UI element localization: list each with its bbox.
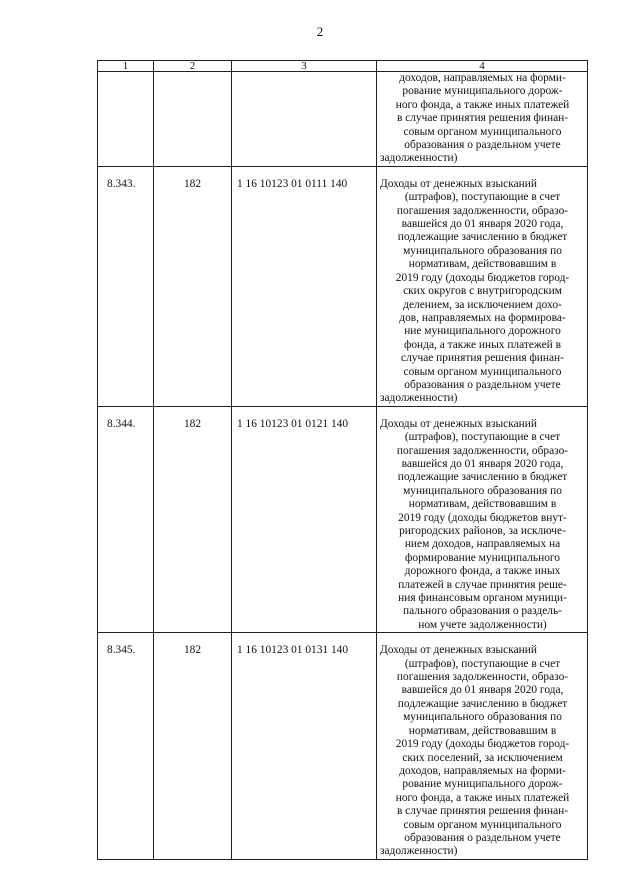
header-cell-3: 3 [232,61,377,72]
description-line: подлежащие зачислению в бюджет [397,697,568,710]
header-cell-1: 1 [98,61,154,72]
revenue-description [377,633,588,860]
description-line: нормативам, действовавшим в [408,498,557,511]
description-line: доходов, направляемых на форми- [399,764,566,777]
description-line: пального образования о раздель- [403,605,562,618]
admin-code: 182 [154,406,232,633]
description-line: (штрафов), поступающие в счет [404,431,561,444]
description-line: дов, направляемых на формирова- [399,311,566,324]
description-line: в случае принятия решения финан- [396,112,569,125]
description-line: 2019 году (доходы бюджетов внут- [398,511,567,524]
continuation-row [98,72,588,167]
continuation-description-cell [377,72,588,167]
description-line: нормативам, действовавшим в [408,724,557,737]
description-line: Доходы от денежных взысканий [380,177,537,190]
description-line: образования о раздельном учете [404,378,561,391]
row-number: 8.344. [98,406,154,633]
description-line: платежей в случае принятия реше- [398,578,567,591]
continuation-code-cell [232,72,377,167]
description-line: ских округов с внутригородским [403,285,562,298]
header-cell-2: 2 [154,61,232,72]
description-line: задолженности) [380,152,458,165]
table-row [98,633,588,860]
description-line: 2019 году (доходы бюджетов город- [395,738,570,751]
table-header-row [98,61,588,72]
description-line: вавшейся до 01 января 2020 года, [401,218,564,231]
description-line: Доходы от денежных взысканий [380,417,537,430]
description-line: Доходы от денежных взысканий [380,644,537,657]
description-line: образования о раздельном учете [404,139,561,152]
description-line: делением, за исключением дохо- [403,298,562,311]
budget-classification-code: 1 16 10123 01 0131 140 [232,633,377,860]
description-line: подлежащие зачислению в бюджет [397,231,568,244]
description-line: ном учете задолженности) [418,618,547,631]
page-number: 2 [316,24,324,39]
description-line: подлежащие зачислению в бюджет [397,471,568,484]
description-line: погашения задолженности, образо- [396,671,569,684]
description-line: ного фонда, а также иных платежей [395,791,570,804]
row-number: 8.345. [98,633,154,860]
description-line: нормативам, действовавшим в [408,258,557,271]
header-cell-4: 4 [377,61,588,72]
description-line: дорожного фонда, а также иных [404,565,561,578]
description-line: формирование муниципального [405,551,560,564]
description-line: муниципального образования по [403,244,562,257]
table-row [98,406,588,633]
description-line: образования о раздельном учете [404,831,561,844]
description-line: рование муниципального дорож- [402,778,563,791]
description-line: муниципального образования по [403,484,562,497]
description-line: ние муниципального дорожного [404,325,561,338]
description-line: случае принятия решения финан- [401,352,564,365]
description-line: в случае принятия решения финан- [396,805,569,818]
description-line: задолженности) [380,845,458,858]
description-line: совым органом муниципального [403,365,562,378]
row-number: 8.343. [98,166,154,406]
description-line: ния финансовым органом муници- [398,592,567,605]
description-line: (штрафов), поступающие в счет [404,657,561,670]
description-line: рование муниципального дорож- [402,85,563,98]
description-line: задолженности) [380,392,458,405]
continuation-admin-cell [154,72,232,167]
revenue-description [377,166,588,406]
description-line: ригородских районов, за исключе- [399,525,566,537]
description-line: погашения задолженности, образо- [396,444,569,457]
description-line: погашения задолженности, образо- [396,204,569,217]
admin-code: 182 [154,633,232,860]
description-line: вавшейся до 01 января 2020 года, [401,457,564,470]
description-line: ских поселений, за исключением [402,751,563,764]
description-line: ного фонда, а также иных платежей [395,98,570,111]
description-line: совым органом муниципального [403,818,562,831]
continuation-num-cell [98,72,154,167]
budget-classification-code: 1 16 10123 01 0121 140 [232,406,377,633]
revenue-description [377,406,588,633]
description-line: фонда, а также иных платежей в [403,338,561,351]
revenue-codes-table [97,60,588,860]
admin-code: 182 [154,166,232,406]
description-line: совым органом муниципального [403,125,562,138]
description-line: доходов, направляемых на форми- [399,72,566,84]
description-line: нием доходов, направляемых на [404,538,561,551]
description-line: 2019 году (доходы бюджетов город- [395,271,570,284]
table-row [98,166,588,406]
budget-classification-code: 1 16 10123 01 0111 140 [232,166,377,406]
description-line: муниципального образования по [403,711,562,724]
description-line: вавшейся до 01 января 2020 года, [401,684,564,697]
description-line: (штрафов), поступающие в счет [404,191,561,204]
